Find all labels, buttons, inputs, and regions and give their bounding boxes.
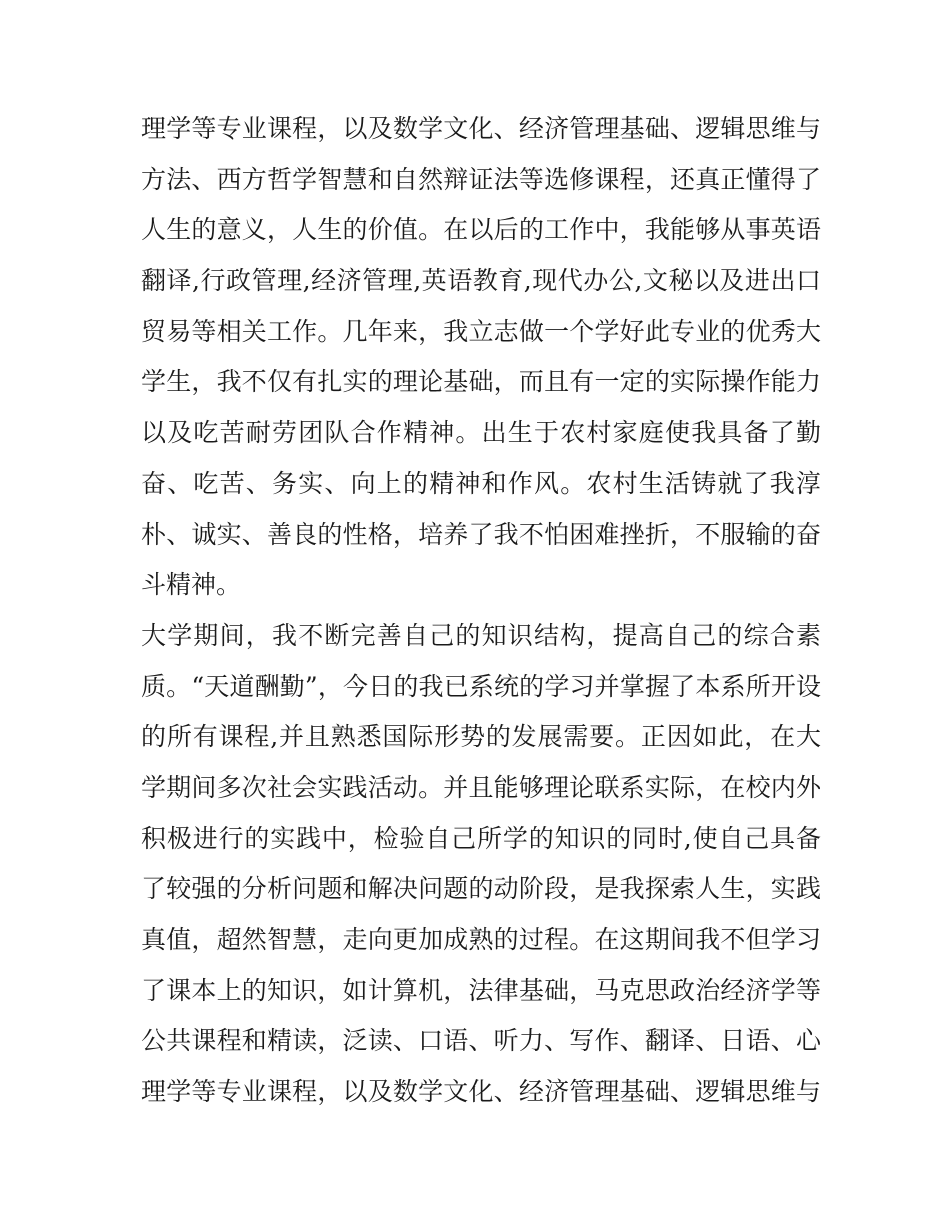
text-line: 质。“天道酬勤”，今日的我已系统的学习并掌握了本系所开设 bbox=[141, 671, 821, 701]
body-text bbox=[141, 104, 821, 1118]
text-line: 大学期间，我不断完善自己的知识结构，提高自己的综合素 bbox=[141, 620, 821, 650]
text-line: 理学等专业课程，以及数学文化、经济管理基础、逻辑思维与 bbox=[141, 1077, 821, 1107]
text-line: 积极进行的实践中，检验自己所学的知识的同时,使自己具备 bbox=[141, 823, 821, 853]
text-line: 斗精神。 bbox=[141, 570, 242, 600]
text-line: 了较强的分析问题和解决问题的动阶段，是我探索人生，实践 bbox=[141, 874, 821, 904]
text-line: 公共课程和精读，泛读、口语、听力、写作、翻译、日语、心 bbox=[141, 1026, 821, 1056]
text-line: 方法、西方哲学智慧和自然辩证法等选修课程，还真正懂得了 bbox=[141, 164, 821, 194]
text-line: 贸易等相关工作。几年来，我立志做一个学好此专业的优秀大 bbox=[141, 316, 821, 346]
text-line: 理学等专业课程，以及数学文化、经济管理基础、逻辑思维与 bbox=[141, 114, 821, 143]
text-line: 以及吃苦耐劳团队合作精神。出生于农村家庭使我具备了勤 bbox=[141, 418, 821, 448]
text-line: 学生，我不仅有扎实的理论基础，而且有一定的实际操作能力 bbox=[141, 367, 821, 397]
text-line: 真值，超然智慧，走向更加成熟的过程。在这期间我不但学习 bbox=[141, 925, 821, 954]
text-line: 了课本上的知识，如计算机，法律基础，马克思政治经济学等 bbox=[141, 975, 821, 1005]
text-line: 奋、吃苦、务实、向上的精神和作风。农村生活铸就了我淳 bbox=[141, 468, 821, 498]
text-line: 学期间多次社会实践活动。并且能够理论联系实际，在校内外 bbox=[141, 772, 821, 802]
text-line: 的所有课程,并且熟悉国际形势的发展需要。正因如此，在大 bbox=[141, 722, 821, 752]
text-line: 朴、诚实、善良的性格，培养了我不怕困难挫折，不服输的奋 bbox=[141, 519, 821, 549]
text-line: 人生的意义，人生的价值。在以后的工作中，我能够从事英语 bbox=[141, 215, 821, 245]
text-line: 翻译,行政管理,经济管理,英语教育,现代办公,文秘以及进出口 bbox=[141, 266, 821, 296]
